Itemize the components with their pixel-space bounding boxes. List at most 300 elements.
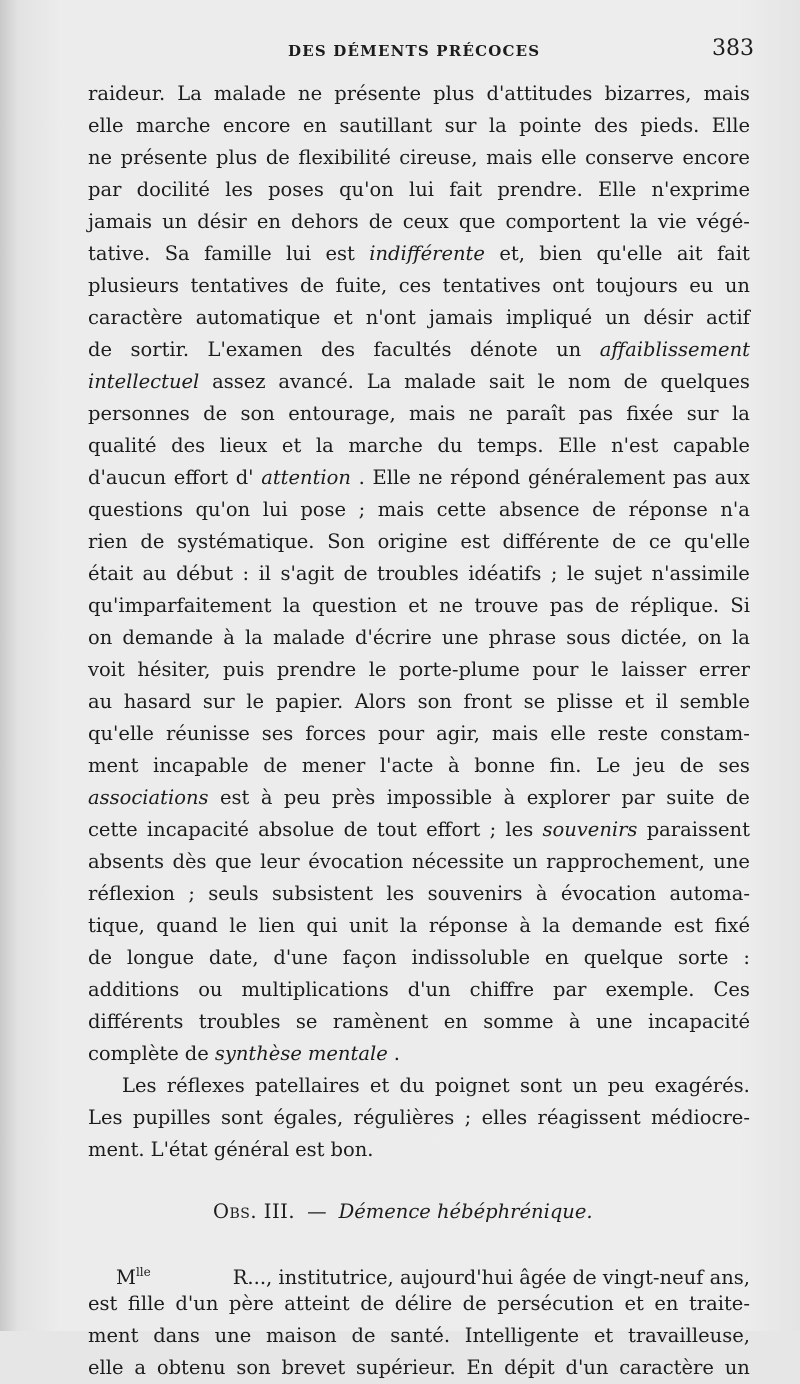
word: cette [88, 818, 138, 841]
word: qu'elle [596, 242, 663, 265]
word: fin. [549, 754, 582, 777]
word: de [592, 498, 617, 521]
word: fille [127, 1292, 165, 1315]
word: du [437, 434, 463, 457]
title-abbrev: M [116, 1265, 136, 1289]
text-line [88, 270, 750, 302]
word: un [556, 338, 582, 361]
text-line [88, 238, 750, 270]
word: toujours [595, 274, 678, 297]
word: nécessite [411, 850, 505, 873]
word: qu'elle [88, 722, 154, 745]
word: lien [258, 914, 296, 937]
word: question [311, 594, 397, 617]
word: la [399, 914, 418, 937]
word: ment [88, 1324, 139, 1347]
word: ne [88, 146, 113, 169]
word: automatique [195, 306, 321, 329]
word: la [542, 914, 561, 937]
text-line [88, 1006, 750, 1038]
word: poignet [434, 1074, 510, 1097]
word: ne [298, 82, 323, 105]
word: et [281, 434, 302, 457]
word: répond [450, 466, 521, 489]
text-line [88, 558, 750, 590]
word: dénote [469, 338, 538, 361]
word: travailleuse, [627, 1324, 750, 1347]
word: de [612, 530, 637, 553]
word: ; [550, 562, 558, 585]
word: de [623, 370, 648, 393]
text-line [88, 750, 750, 782]
text-line [88, 878, 750, 910]
text-line [88, 654, 750, 686]
word: puis [223, 658, 265, 681]
word: pointe [519, 114, 582, 137]
word: constam- [660, 722, 750, 745]
word: ne [438, 594, 464, 617]
word: que [215, 850, 252, 873]
word: lieux [219, 434, 268, 457]
word: de [351, 1324, 376, 1347]
word: à [535, 882, 548, 905]
word: marche [348, 434, 423, 457]
word: troubles [377, 562, 459, 585]
word: son [240, 402, 275, 425]
word: phrase [488, 626, 557, 649]
word: ; [358, 498, 366, 521]
word: Si [730, 594, 750, 617]
word: une [214, 1324, 252, 1347]
word: ces [398, 274, 432, 297]
word: sautillant [339, 114, 433, 137]
word: ses [718, 754, 750, 777]
word: réflexion [88, 882, 175, 905]
paragraph-1 [88, 78, 750, 1070]
word: atteint [284, 1292, 350, 1315]
word: à [568, 1010, 581, 1033]
word: Son [327, 530, 365, 553]
word: prendre [276, 658, 357, 681]
word: absents [88, 850, 165, 873]
word: La [177, 82, 202, 105]
word: un [605, 306, 631, 329]
word: se [295, 1010, 318, 1033]
running-head [88, 36, 754, 66]
word: somme [483, 1010, 554, 1033]
word: qualité [88, 434, 157, 457]
word: mais [703, 82, 750, 105]
word: dictée, [620, 626, 688, 649]
word: présente [120, 146, 208, 169]
word: Alors [354, 690, 407, 713]
word: est [325, 242, 355, 265]
word: brevet [281, 1356, 346, 1379]
word: sait [488, 370, 525, 393]
text-line [88, 526, 750, 558]
word: est [88, 1292, 118, 1315]
word: maison [266, 1324, 337, 1347]
word: avancé. [278, 370, 354, 393]
word: ses [261, 722, 294, 745]
word: ment. [88, 1138, 145, 1161]
word: en [443, 1010, 468, 1033]
word: le [591, 658, 609, 681]
word: sur [686, 402, 719, 425]
word: obtenu [156, 1356, 226, 1379]
word: marche [135, 114, 211, 137]
word: de [265, 146, 290, 169]
word: à [519, 914, 532, 937]
word: paraissent [646, 818, 750, 841]
word: à [260, 786, 273, 809]
word: explorer [526, 786, 610, 809]
word: Elle [558, 434, 597, 457]
word: des [593, 114, 628, 137]
word: pas [578, 402, 613, 425]
word: lui [262, 498, 288, 521]
word: malade [272, 626, 345, 649]
text-line [88, 78, 750, 110]
word: d'un [175, 1292, 219, 1315]
word: le [368, 658, 387, 681]
word: questions [88, 498, 183, 521]
word: de [343, 818, 368, 841]
word: réponse [428, 914, 509, 937]
word: encore [682, 146, 750, 169]
word: facultés [373, 338, 452, 361]
word: pose [300, 498, 347, 521]
word: elle [550, 722, 586, 745]
word: de [343, 562, 368, 585]
word: au [88, 690, 113, 713]
word: la [629, 210, 648, 233]
word: peu [607, 1074, 645, 1097]
word: encore [222, 114, 291, 137]
word: différents [88, 1010, 184, 1033]
word: et [624, 690, 645, 713]
word: pas [549, 594, 584, 617]
word: . [393, 1042, 400, 1065]
word: ont [552, 274, 585, 297]
word: mener [301, 754, 366, 777]
word: un [162, 210, 188, 233]
word: en [544, 946, 569, 969]
italic-word: mentale [307, 1042, 388, 1065]
word: prendre. [497, 178, 583, 201]
word: ramènent [332, 1010, 429, 1033]
word: qu'imparfaitement [88, 594, 272, 617]
word: évocation [308, 850, 404, 873]
word: la [732, 402, 750, 425]
word: n'a [720, 498, 750, 521]
word: n'ont [365, 306, 416, 329]
word: un [724, 274, 750, 297]
word: unit [349, 914, 389, 937]
word: des [171, 434, 206, 457]
word: rapprochement, [546, 850, 705, 873]
word: impliqué [505, 306, 593, 329]
word: réponse [628, 498, 708, 521]
word: l'acte [379, 754, 434, 777]
page-body [88, 78, 750, 1384]
word: Elle [711, 114, 750, 137]
word: conserve [585, 146, 674, 169]
word: tentatives [190, 274, 289, 297]
word: mais [486, 146, 533, 169]
word: on [697, 626, 722, 649]
word: pupilles [132, 1106, 211, 1129]
title-superscript: lle [135, 1265, 151, 1279]
text-line [88, 1102, 750, 1134]
word: plus [216, 146, 258, 169]
word: elle [88, 1356, 124, 1379]
word: caractère [619, 1356, 714, 1379]
word: d' [235, 466, 254, 489]
word: aux [714, 466, 750, 489]
text-line [88, 718, 750, 750]
word: de [360, 1292, 385, 1315]
italic-word: intellectuel [88, 370, 200, 393]
word: un [512, 850, 538, 873]
word: bonne [474, 754, 536, 777]
word: fixé [714, 914, 750, 937]
word: ce [648, 530, 672, 553]
word: fait [449, 178, 483, 201]
word: est [673, 914, 704, 937]
word: santé. [390, 1324, 451, 1347]
word: ceux [402, 210, 449, 233]
word: troubles [198, 1010, 281, 1033]
word: les [225, 178, 253, 201]
word: incapacité [648, 1010, 750, 1033]
text-line [88, 974, 750, 1006]
word: cette [436, 498, 487, 521]
word: vie [657, 210, 687, 233]
word: une [713, 850, 750, 873]
word: peu [283, 786, 321, 809]
word: généralement [527, 466, 666, 489]
word: par [88, 178, 122, 201]
word: personnes [88, 402, 190, 425]
word: de [88, 338, 113, 361]
word: et [333, 306, 353, 329]
word: sous [566, 626, 611, 649]
word: persécution [497, 1292, 614, 1315]
word: jeu [635, 754, 666, 777]
word: par [621, 786, 655, 809]
word: docilité [136, 178, 210, 201]
word: jamais [428, 306, 493, 329]
page-number: 383 [712, 36, 754, 61]
word: Elle [598, 178, 637, 201]
word: de [263, 754, 288, 777]
word: sur [444, 114, 477, 137]
word: fait [716, 242, 750, 265]
word: une [595, 1010, 633, 1033]
word: à [503, 786, 516, 809]
word: malade [404, 370, 477, 393]
word: le [246, 690, 264, 713]
word: végé- [696, 210, 750, 233]
text-line [88, 366, 750, 398]
word: famille [204, 242, 272, 265]
word: absolue [258, 818, 335, 841]
word: sortir. [130, 338, 190, 361]
word: Le [595, 754, 621, 777]
text-line [88, 142, 750, 174]
word: longue [126, 946, 194, 969]
word: elle [541, 146, 577, 169]
word: jamais [88, 210, 153, 233]
word: du [399, 1074, 425, 1097]
word: son [236, 1356, 271, 1379]
word: le [229, 914, 248, 937]
running-title: DES DÉMENTS PRÉCOCES [288, 42, 541, 60]
word: sont [519, 1074, 563, 1097]
word: d'un [565, 1356, 609, 1379]
word: sur [202, 690, 235, 713]
word: à [223, 626, 235, 649]
word: incapable [153, 754, 249, 777]
word: L'examen [207, 338, 303, 361]
word: ; [188, 882, 195, 905]
word: Intelligente [464, 1324, 580, 1347]
word: ou [198, 978, 223, 1001]
word: : [242, 562, 250, 585]
word: : [743, 946, 750, 969]
word: raideur. [88, 82, 166, 105]
word: rien [88, 530, 128, 553]
word: et [408, 594, 428, 617]
word: effort [173, 466, 229, 489]
first-line-rest: R..., institutrice, aujourd'hui âgée de vingt-neuf ans, [232, 1265, 750, 1289]
word: exagérés. [654, 1074, 750, 1097]
word: réplique. [630, 594, 720, 617]
word: hasard [123, 690, 192, 713]
word: trouve [474, 594, 539, 617]
word: la [282, 594, 301, 617]
word: et [624, 1292, 644, 1315]
word: cireuse, [399, 146, 478, 169]
word: de [184, 1042, 209, 1065]
text-line [88, 174, 750, 206]
word: lui [408, 178, 435, 201]
word: elle [88, 114, 124, 137]
word: L'état [150, 1138, 208, 1161]
word: sujet [594, 562, 643, 585]
word: ait [676, 242, 703, 265]
word: on [88, 626, 113, 649]
word: en [654, 1292, 679, 1315]
paragraph-2 [88, 1070, 750, 1166]
word: temps. [477, 434, 544, 457]
word: qu'on [195, 498, 251, 521]
word: indissoluble [411, 946, 530, 969]
word: d'une [273, 946, 328, 969]
word: quand [156, 914, 218, 937]
word: quelques [660, 370, 750, 393]
word: à [447, 754, 460, 777]
word: de [140, 530, 165, 553]
word: errer [698, 658, 750, 681]
word: laisser [621, 658, 687, 681]
word: père [228, 1292, 274, 1315]
word: un [724, 1356, 750, 1379]
word: ; [489, 818, 497, 841]
word: pour [378, 722, 425, 745]
word: malade [213, 82, 286, 105]
italic-word: indifférente [369, 242, 485, 265]
word: flexibilité [298, 146, 391, 169]
word: bien [539, 242, 583, 265]
word: réflexes [166, 1074, 245, 1097]
word: lui [286, 242, 312, 265]
word: se [523, 690, 546, 713]
word: hésiter, [137, 658, 211, 681]
word: En [466, 1356, 494, 1379]
word: de [462, 1292, 487, 1315]
word: délire [394, 1292, 453, 1315]
word: multiplications [241, 978, 389, 1001]
word: il [655, 690, 669, 713]
word: origine [377, 530, 448, 553]
word: complète [88, 1042, 179, 1065]
word: le [537, 370, 556, 393]
word: Les [88, 1106, 123, 1129]
text-line [88, 942, 750, 974]
word: reste [597, 722, 649, 745]
word: bon. [330, 1138, 374, 1161]
word: subsistent [271, 882, 374, 905]
text-line [88, 846, 750, 878]
word: mais [409, 402, 456, 425]
word: est [460, 530, 490, 553]
word: porte-plume [399, 658, 520, 681]
word: comportent [505, 210, 620, 233]
word: de [300, 274, 325, 297]
word: en [302, 114, 327, 137]
word: que [458, 210, 496, 233]
word: seuls [208, 882, 259, 905]
word: paraît [506, 402, 566, 425]
word: général [213, 1138, 290, 1161]
text-line [88, 1134, 750, 1166]
word: quelque [583, 946, 664, 969]
word: dehors [291, 210, 359, 233]
text-line [88, 430, 750, 462]
word: façon [342, 946, 397, 969]
word: est [219, 786, 250, 809]
word: le [566, 562, 585, 585]
word: chiffre [469, 978, 535, 1001]
word: effort [426, 818, 481, 841]
word: tentatives [442, 274, 541, 297]
word: Ces [713, 978, 750, 1001]
word: de [88, 946, 113, 969]
italic-word: souvenirs [542, 818, 638, 841]
word: de [725, 786, 750, 809]
italic-word: affaiblissement [599, 338, 750, 361]
word: demande [122, 626, 214, 649]
word: actif [706, 306, 750, 329]
word: des [321, 338, 356, 361]
word: de [368, 210, 393, 233]
word: ne [418, 466, 443, 489]
word: une [441, 626, 479, 649]
text-line [88, 398, 750, 430]
word: eu [689, 274, 714, 297]
